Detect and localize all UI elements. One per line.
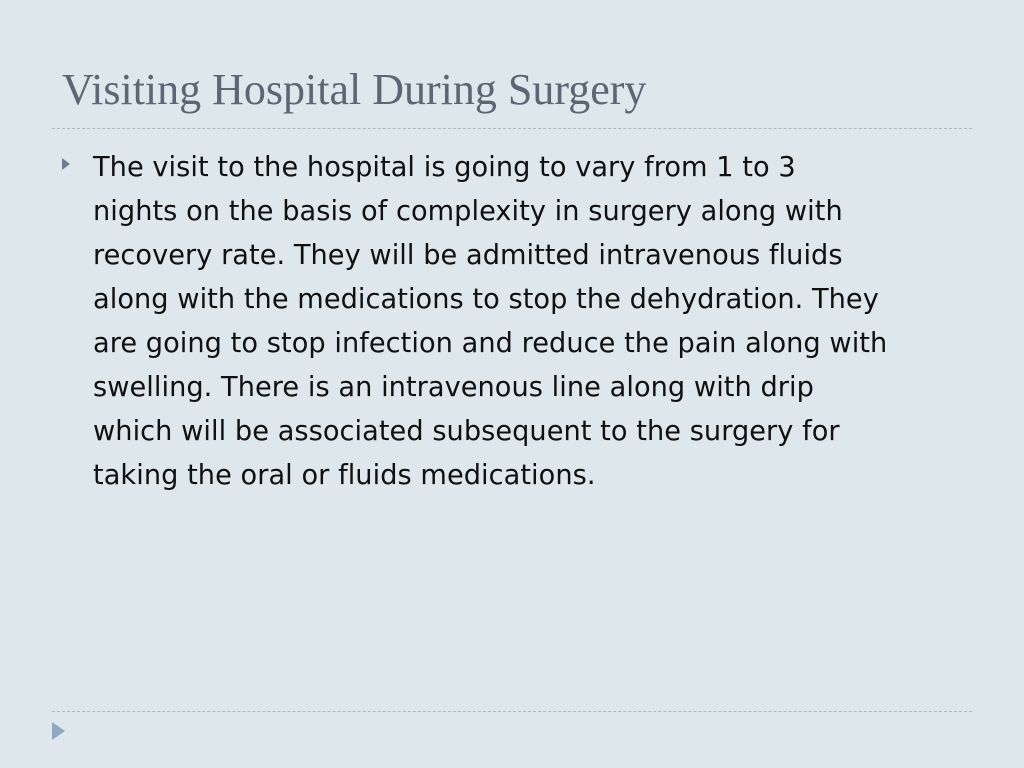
bullet-line: The visit to the hospital is going to vary from 1 to 3 — [93, 152, 796, 183]
bullet-line: swelling. There is an intravenous line along with drip — [93, 372, 814, 403]
bullet-line: recovery rate. They will be admitted intravenous fluids — [93, 240, 843, 271]
bullet-line: nights on the basis of complexity in surgery along with — [93, 196, 843, 227]
footer-divider — [52, 711, 972, 712]
bullet-line: are going to stop infection and reduce the pain along with — [93, 328, 888, 359]
bullet-triangle-icon — [62, 158, 70, 170]
corner-triangle-icon — [52, 722, 65, 740]
bullet-line: along with the medications to stop the dehydration. They — [93, 284, 879, 315]
bullet-text — [93, 146, 963, 498]
title-divider — [52, 128, 972, 129]
slide-title: Visiting Hospital During Surgery — [62, 65, 647, 114]
bullet-line: taking the oral or fluids medications. — [93, 460, 596, 491]
bullet-line: which will be associated subsequent to the surgery for — [93, 416, 840, 447]
